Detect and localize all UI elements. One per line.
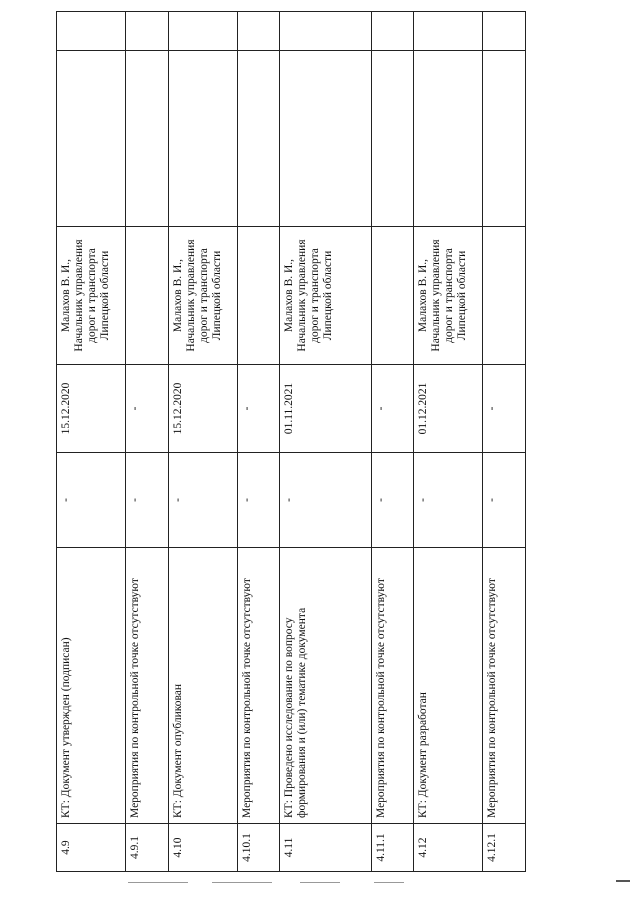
cell-end-date: -	[237, 365, 279, 453]
cell-number: 4.11.1	[371, 824, 413, 872]
cell-number: 4.9	[57, 824, 126, 872]
table-body	[57, 12, 526, 872]
cell-extra	[483, 12, 526, 51]
cell-start-date: -	[371, 453, 413, 548]
cell-end-date: 15.12.2020	[57, 365, 126, 453]
cell-number: 4.9.1	[126, 824, 168, 872]
cell-start-date: -	[126, 453, 168, 548]
plan-table	[56, 11, 526, 872]
cell-event: КТ: Документ утвержден (подписан)	[57, 548, 126, 824]
cell-end-date: 01.12.2021	[414, 365, 483, 453]
cell-end-date: -	[483, 365, 526, 453]
scan-artifact	[128, 882, 188, 883]
cell-responsible	[483, 227, 526, 365]
cell-event: Мероприятия по контрольной точке отсутствуют	[483, 548, 526, 824]
cell-extra	[126, 12, 168, 51]
cell-end-date: -	[126, 365, 168, 453]
cell-responsible	[237, 227, 279, 365]
cell-end-date: -	[371, 365, 413, 453]
table-row	[414, 12, 483, 872]
cell-event: КТ: Документ опубликован	[168, 548, 237, 824]
cell-number: 4.11	[280, 824, 372, 872]
cell-type	[371, 51, 413, 227]
cell-responsible: Малахов В. И., Начальник управления дорог и транспорта Липецкой области	[57, 227, 126, 365]
cell-extra	[371, 12, 413, 51]
cell-end-date: 15.12.2020	[168, 365, 237, 453]
cell-extra	[414, 12, 483, 51]
cell-type	[168, 51, 237, 227]
table-row	[371, 12, 413, 872]
cell-event: Мероприятия по контрольной точке отсутствуют	[371, 548, 413, 824]
cell-number: 4.12.1	[483, 824, 526, 872]
cell-type	[237, 51, 279, 227]
cell-event: КТ: Проведено исследование по вопросу формирования и (или) тематике документа	[280, 548, 372, 824]
cell-number: 4.10	[168, 824, 237, 872]
cell-start-date: -	[483, 453, 526, 548]
cell-type	[280, 51, 372, 227]
cell-start-date: -	[414, 453, 483, 548]
table-row	[280, 12, 372, 872]
cell-type	[414, 51, 483, 227]
cell-responsible: Малахов В. И., Начальник управления дорог и транспорта Липецкой области	[168, 227, 237, 365]
scan-artifact	[374, 882, 404, 883]
scan-artifact	[616, 880, 630, 882]
cell-responsible	[371, 227, 413, 365]
cell-number: 4.10.1	[237, 824, 279, 872]
cell-extra	[237, 12, 279, 51]
cell-start-date: -	[57, 453, 126, 548]
cell-responsible: Малахов В. И., Начальник управления дорог и транспорта Липецкой области	[414, 227, 483, 365]
table-row	[237, 12, 279, 872]
cell-start-date: -	[237, 453, 279, 548]
scan-artifact	[212, 882, 272, 883]
cell-extra	[280, 12, 372, 51]
cell-extra	[168, 12, 237, 51]
cell-start-date: -	[280, 453, 372, 548]
scan-artifact	[300, 882, 340, 883]
cell-event: КТ: Документ разработан	[414, 548, 483, 824]
cell-event: Мероприятия по контрольной точке отсутствуют	[237, 548, 279, 824]
table-row	[168, 12, 237, 872]
cell-type	[57, 51, 126, 227]
cell-number: 4.12	[414, 824, 483, 872]
cell-end-date: 01.11.2021	[280, 365, 372, 453]
cell-type	[126, 51, 168, 227]
cell-responsible	[126, 227, 168, 365]
cell-event: Мероприятия по контрольной точке отсутствуют	[126, 548, 168, 824]
cell-start-date: -	[168, 453, 237, 548]
rotated-page	[56, 12, 526, 872]
table-row	[483, 12, 526, 872]
cell-responsible: Малахов В. И., Начальник управления дорог и транспорта Липецкой области	[280, 227, 372, 365]
cell-type	[483, 51, 526, 227]
table-row	[126, 12, 168, 872]
cell-extra	[57, 12, 126, 51]
table-row	[57, 12, 126, 872]
